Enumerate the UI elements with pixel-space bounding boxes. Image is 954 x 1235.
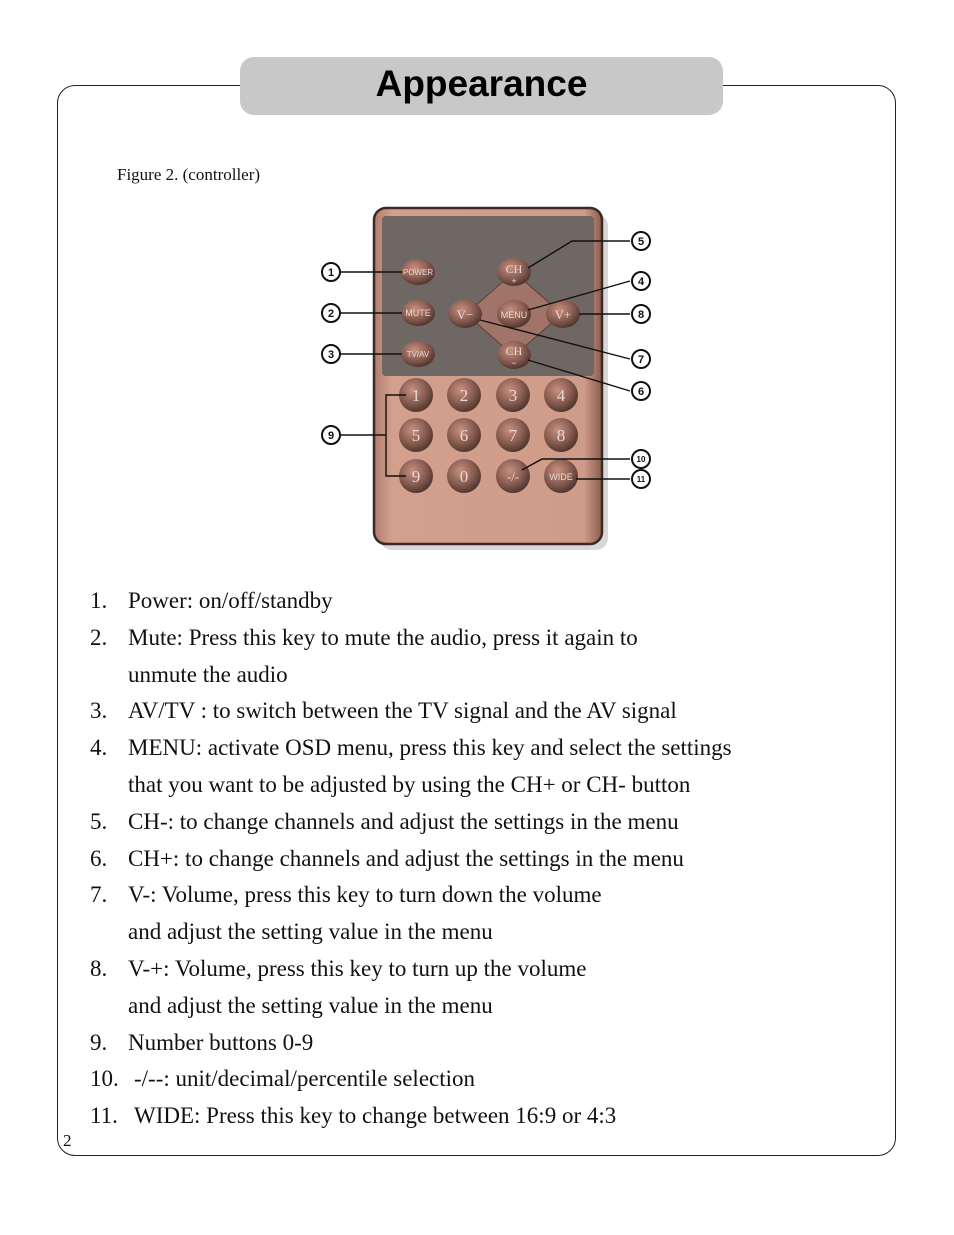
callout-label: 3 bbox=[327, 349, 335, 361]
ch-plus-sign: + bbox=[511, 276, 517, 286]
ch-minus-label: CH bbox=[505, 344, 523, 358]
list-item-number: 4. bbox=[90, 735, 108, 761]
list-item bbox=[90, 620, 732, 694]
list-item-line: Number buttons 0-9 bbox=[128, 1029, 314, 1055]
list-item-line: unmute the audio bbox=[128, 661, 288, 687]
callout-10 bbox=[632, 450, 650, 468]
menu-button[interactable] bbox=[497, 300, 531, 328]
callout-6 bbox=[632, 382, 650, 400]
list-item-text bbox=[128, 583, 333, 620]
callout-7 bbox=[632, 350, 650, 368]
tvav-button-label: TV/AV bbox=[406, 350, 430, 359]
list-item-text bbox=[134, 1098, 616, 1135]
list-item-text bbox=[128, 730, 732, 804]
mute-button[interactable] bbox=[401, 300, 435, 326]
callout-label: 9 bbox=[327, 430, 335, 442]
callout-label: 1 bbox=[327, 267, 335, 279]
number-label: 4 bbox=[556, 386, 566, 405]
ch-plus-button[interactable] bbox=[497, 258, 531, 286]
callout-label: 4 bbox=[637, 276, 645, 288]
list-item-number: 2. bbox=[90, 624, 108, 650]
number-label: 6 bbox=[459, 426, 469, 445]
list-item-text bbox=[128, 804, 679, 841]
list-item-text bbox=[128, 1025, 313, 1062]
ch-plus-label: CH bbox=[505, 262, 523, 276]
dash-button[interactable] bbox=[496, 459, 530, 493]
list-item-line: AV/TV : to switch between the TV signal and the AV signal bbox=[128, 698, 677, 724]
list-item-line: Mute: Press this key to mute the audio, press it again to bbox=[128, 624, 638, 650]
list-item-line: Power: on/off/standby bbox=[128, 588, 333, 613]
list-item-line: V-: Volume, press this key to turn down the volume bbox=[128, 882, 602, 908]
power-button[interactable] bbox=[401, 259, 435, 285]
list-item-line: -/--: unit/decimal/percentile selection bbox=[134, 1066, 476, 1092]
callout-3 bbox=[322, 345, 340, 363]
list-item-number: 7. bbox=[90, 882, 108, 908]
v-minus-button[interactable] bbox=[448, 300, 482, 328]
v-plus-label: V+ bbox=[554, 307, 572, 322]
ch-minus-sign: − bbox=[511, 358, 517, 368]
list-item-number: 11. bbox=[90, 1103, 118, 1129]
number-button-3[interactable] bbox=[496, 378, 530, 412]
callout-11 bbox=[632, 470, 650, 488]
menu-button-label: MENU bbox=[500, 310, 528, 320]
list-item bbox=[90, 804, 732, 841]
callout-2 bbox=[322, 304, 340, 322]
callout-5 bbox=[632, 232, 650, 250]
list-item-number: 8. bbox=[90, 955, 108, 981]
list-item-text bbox=[128, 620, 638, 694]
tvav-button[interactable] bbox=[401, 341, 435, 367]
button-description-list bbox=[90, 583, 732, 1135]
wide-label: WIDE bbox=[549, 472, 573, 482]
list-item-line: and adjust the setting value in the menu bbox=[128, 992, 493, 1018]
v-plus-button[interactable] bbox=[546, 300, 580, 328]
list-item-number: 10. bbox=[90, 1066, 119, 1092]
list-item-line: CH-: to change channels and adjust the settings in the menu bbox=[128, 808, 679, 834]
number-label: 7 bbox=[508, 426, 518, 445]
list-item-text bbox=[134, 1061, 475, 1098]
list-item-number: 9. bbox=[90, 1029, 108, 1055]
callout-4 bbox=[632, 272, 650, 290]
number-label: 9 bbox=[411, 467, 421, 486]
list-item bbox=[90, 951, 732, 1025]
number-label: 1 bbox=[411, 386, 421, 405]
callout-label: 7 bbox=[637, 354, 645, 366]
number-label: 8 bbox=[556, 426, 566, 445]
number-label: 0 bbox=[459, 467, 469, 486]
number-button-2[interactable] bbox=[447, 378, 481, 412]
list-item-line: that you want to be adjusted by using the CH+ or CH- button bbox=[128, 771, 691, 797]
list-item-text bbox=[128, 951, 586, 1025]
list-item-line: MENU: activate OSD menu, press this key and select the settings bbox=[128, 735, 732, 761]
wide-button[interactable] bbox=[544, 459, 578, 493]
callout-1 bbox=[322, 263, 340, 281]
callout-label: 2 bbox=[327, 308, 335, 320]
list-item-text bbox=[128, 877, 602, 951]
page-title: Appearance bbox=[240, 57, 723, 115]
list-item bbox=[90, 1098, 732, 1135]
number-label: 5 bbox=[411, 426, 421, 445]
list-item-line: CH+: to change channels and adjust the settings in the menu bbox=[128, 845, 684, 871]
list-item-number: 6. bbox=[90, 845, 108, 871]
callout-label: 6 bbox=[637, 386, 645, 398]
remote-controller-figure bbox=[310, 180, 660, 565]
list-item-number: 1. bbox=[90, 588, 108, 613]
power-button-label: POWER bbox=[402, 268, 434, 277]
list-item bbox=[90, 583, 732, 620]
list-item bbox=[90, 877, 732, 951]
list-item bbox=[90, 1025, 732, 1062]
number-button-0[interactable] bbox=[447, 459, 481, 493]
callout-label: 8 bbox=[637, 309, 645, 321]
callout-label: 10 bbox=[636, 455, 646, 464]
number-label: 2 bbox=[459, 386, 469, 405]
number-button-8[interactable] bbox=[544, 418, 578, 452]
callout-label: 11 bbox=[636, 475, 646, 484]
callout-9 bbox=[322, 426, 340, 444]
number-button-4[interactable] bbox=[544, 378, 578, 412]
callout-8 bbox=[632, 305, 650, 323]
list-item bbox=[90, 730, 732, 804]
list-item-text bbox=[128, 693, 677, 730]
callout-label: 5 bbox=[637, 236, 645, 248]
dash-label: -/- bbox=[506, 469, 520, 484]
list-item-number: 3. bbox=[90, 698, 108, 724]
list-item bbox=[90, 841, 732, 878]
list-item bbox=[90, 693, 732, 730]
number-label: 3 bbox=[508, 386, 518, 405]
page-number: 2 bbox=[63, 1131, 72, 1150]
v-minus-label: V− bbox=[456, 307, 474, 322]
list-item-line: and adjust the setting value in the menu bbox=[128, 919, 493, 945]
mute-button-label: MUTE bbox=[405, 308, 431, 318]
list-item-number: 5. bbox=[90, 808, 108, 834]
number-button-7[interactable] bbox=[496, 418, 530, 452]
list-item bbox=[90, 1061, 732, 1098]
number-button-6[interactable] bbox=[447, 418, 481, 452]
ch-minus-button[interactable] bbox=[497, 341, 531, 369]
list-item-line: WIDE: Press this key to change between 16:9 or 4:3 bbox=[134, 1103, 617, 1129]
figure-caption: Figure 2. (controller) bbox=[117, 165, 261, 184]
list-item-text bbox=[128, 841, 684, 878]
number-button-5[interactable] bbox=[399, 418, 433, 452]
list-item-line: V-+: Volume, press this key to turn up the volume bbox=[128, 955, 587, 981]
